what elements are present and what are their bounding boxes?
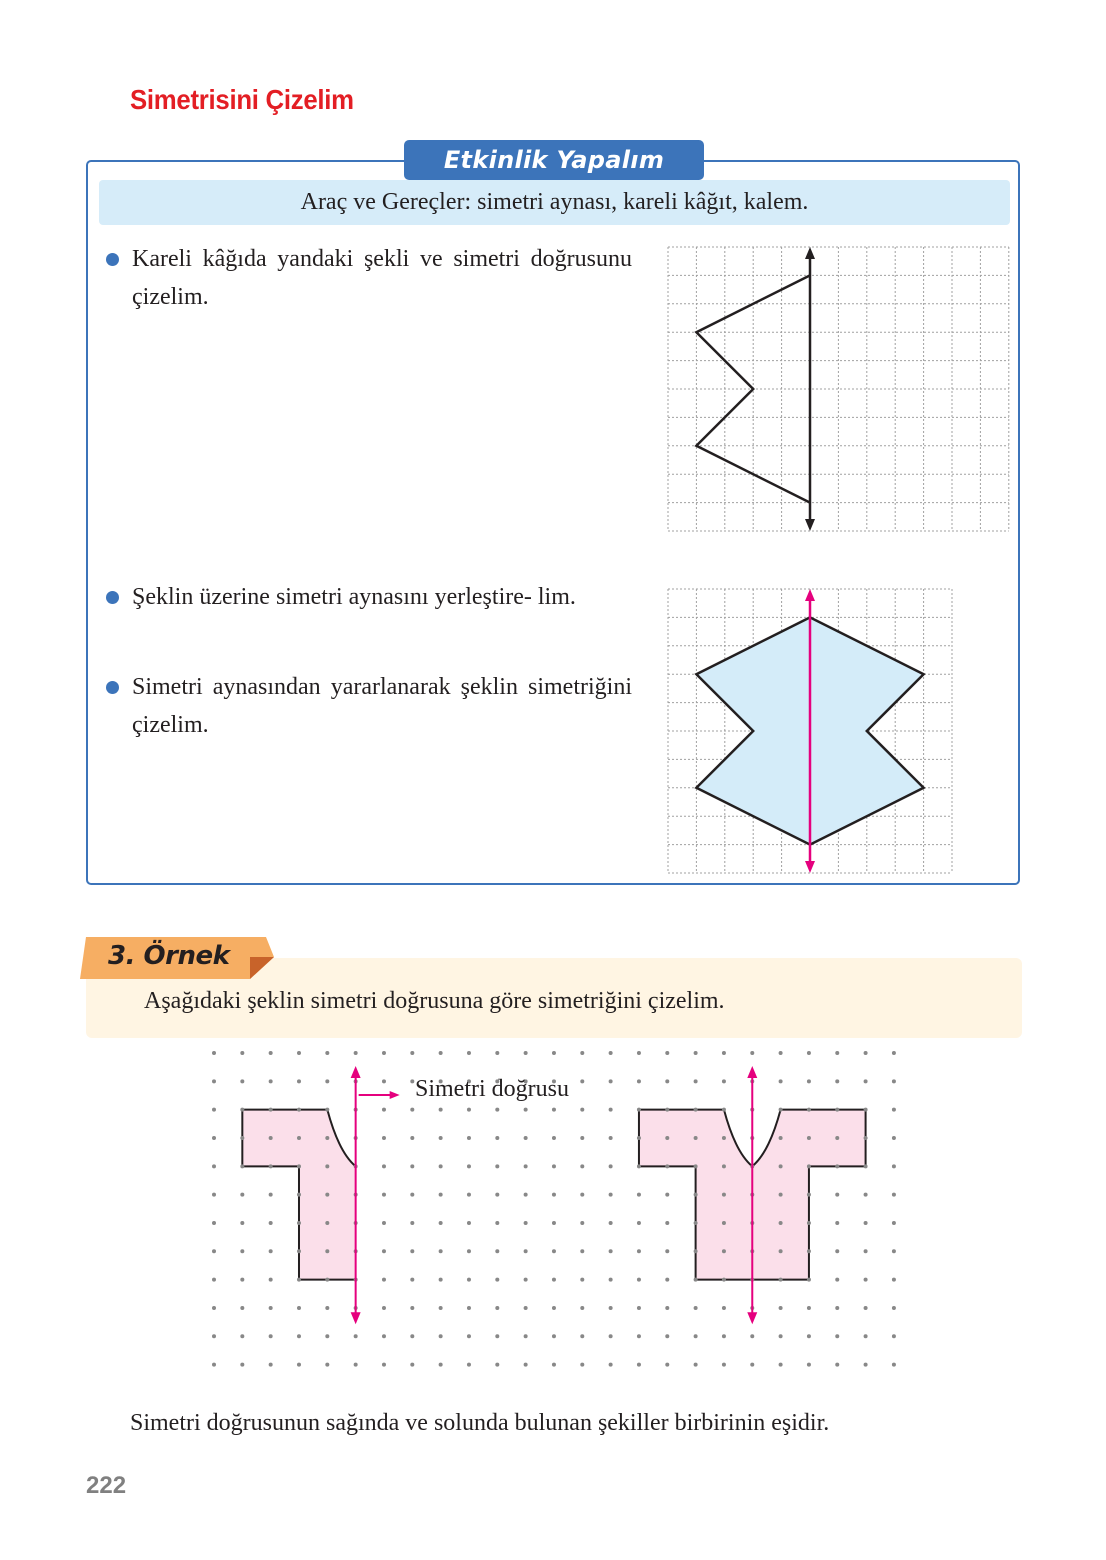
step-text: Simetri aynasından yararlanarak şeklin simetriğini çizelim. [132,674,632,738]
step-3 [106,668,632,744]
example-label: 3. Örnek [108,941,230,971]
tools-text: Araç ve Gereçler: simetri aynası, kareli kâğıt, kalem. [300,189,809,215]
bullet-icon [106,253,119,266]
conclusion-text: Simetri doğrusunun sağında ve solunda bulunan şekiller birbirinin eşidir. [130,1410,830,1436]
step-text: Kareli kâğıda yandaki şekli ve simetri doğrusunu çizelim. [132,246,632,310]
figure-half-shape-grid [668,247,1010,532]
bullet-icon [106,681,119,694]
page-title: Simetrisini Çizelim [130,84,354,115]
step-2 [106,578,632,616]
figure-full-shape-grid [668,589,953,874]
bullet-icon [106,591,119,604]
step-1 [106,240,632,316]
tools-bar [99,180,1010,225]
symmetry-line-label: Simetri doğrusu [415,1076,569,1102]
page-number: 222 [86,1472,127,1499]
activity-tab: Etkinlik Yapalım [404,140,704,180]
example-prompt: Aşağıdaki şeklin simetri doğrusuna göre simetriğini çizelim. [144,988,725,1014]
step-text: Şeklin üzerine simetri aynasını yerleştire- lim. [132,584,576,610]
